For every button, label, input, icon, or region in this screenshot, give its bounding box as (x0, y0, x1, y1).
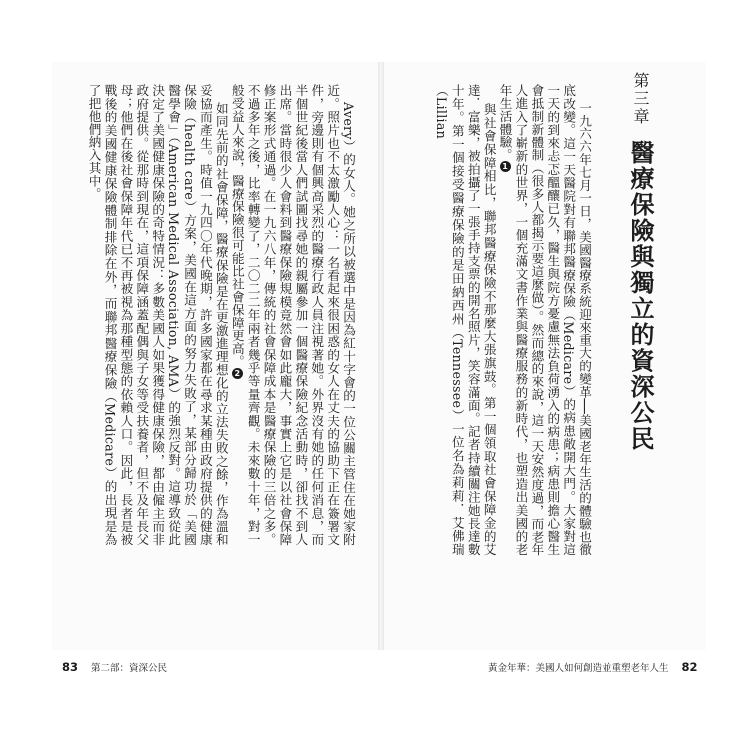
chapter-title: 醫療保險與獨立的資深公民 (626, 140, 654, 452)
left-footer (62, 660, 167, 674)
right-page-text (402, 84, 608, 556)
left-page-number: 83 (62, 660, 79, 674)
endnote-marker-1: 1 (500, 162, 510, 172)
left-page (52, 62, 378, 650)
right-page-number: 82 (681, 660, 698, 674)
endnote-marker-2: 2 (232, 368, 242, 378)
chapter-heading (623, 72, 658, 452)
left-running-head: 第二部：資深公民 (91, 663, 168, 674)
right-paragraph-2: 與社會保障相比，聯邦醫療保險不那麼大張旗鼓。第一個領取社會保障金的艾達．富樂，被拍攝了一張手持支票的開名照片，笑容滿面。記者持續關注她長達數十年。第一個接受醫療保險的是田納西州（Tennessee）一位名為莉莉．艾佛瑞（Lillian (433, 84, 497, 556)
left-page-text (56, 84, 372, 546)
right-running-head: 黃金年華：美國人如何創造並重塑老年人生 (488, 663, 669, 674)
chapter-number: 第三章 (631, 72, 650, 126)
left-paragraph-1: Avery）的女人。她之所以被選中是因為紅十字會的一位公關主管住在她家附近。照片也不太激勵人心：一名看起來很困惑的女人在丈夫的協助下正在簽署文件，旁邊則有個興高采烈的醫療行政人員注視著她。外界沒有她的任何消息，而半個世紀後當人們試圖找尋她的親屬參加一個醫療保險紀念活動時，卻找不到人出席。當時很少人會料到醫療保險規模竟然會如此龐大，事實上它是以社會保障修正案形式通過。在一九六八年，傳統的社會保障成本是醫療保險的三倍之多。不過多年之後，比率轉變了，二〇二二年兩者幾乎等量齊觀。未來數十年，對一般受益人來說，醫療保險很可能比社會保障更高。 (229, 84, 357, 547)
right-footer (488, 660, 698, 674)
left-paragraph-2: 如同先前的社會保障，醫療保險是在更激進理想化的立法失敗之餘，作為溫和妥協而產生。時值一九四〇年代晚期，許多國家都在尋求某種由政府提供的健康保險（health care）方案，美國在這方面的努力失敗了，某部分歸功於「美國醫學會」（American Medical Association, AMA）的強烈反對。這導致從此決定了美國健康保險的奇特情況：多數美國人如果獲得健康保險，都由僱主而非政府提供。從那時到現在，這項保障涵蓋配偶與子女等受扶養者，但不及年長父母；他們在後社會保障年代已不再被視為那種型態的依賴人口。因此，長者是被戰後的美國健康保險體制排除在外，而聯邦醫療保險（Medicare）的出現是為了把他們納入其中。 (86, 84, 229, 546)
right-paragraph-1: 一九六六年七月一日，美國醫療系統迎來重大的變革──美國老年生活的體驗也徹底改變。這一天醫院對有聯邦醫療保險（Medicare）的病患敞開大門。大家對這一天的到來忐忑醞釀已久，醫生與院方憂慮無法負荷湧入的病患；病患則擔心醫生會抵制新體制（很多人都揭示要這麼做）。然而總的來說，這一天安然度過，而老年人進入了嶄新的世界，一個充滿文書作業與醫療服務的新時代，也塑造出美國的老年生活體驗。 (497, 84, 593, 556)
right-page (384, 62, 706, 650)
